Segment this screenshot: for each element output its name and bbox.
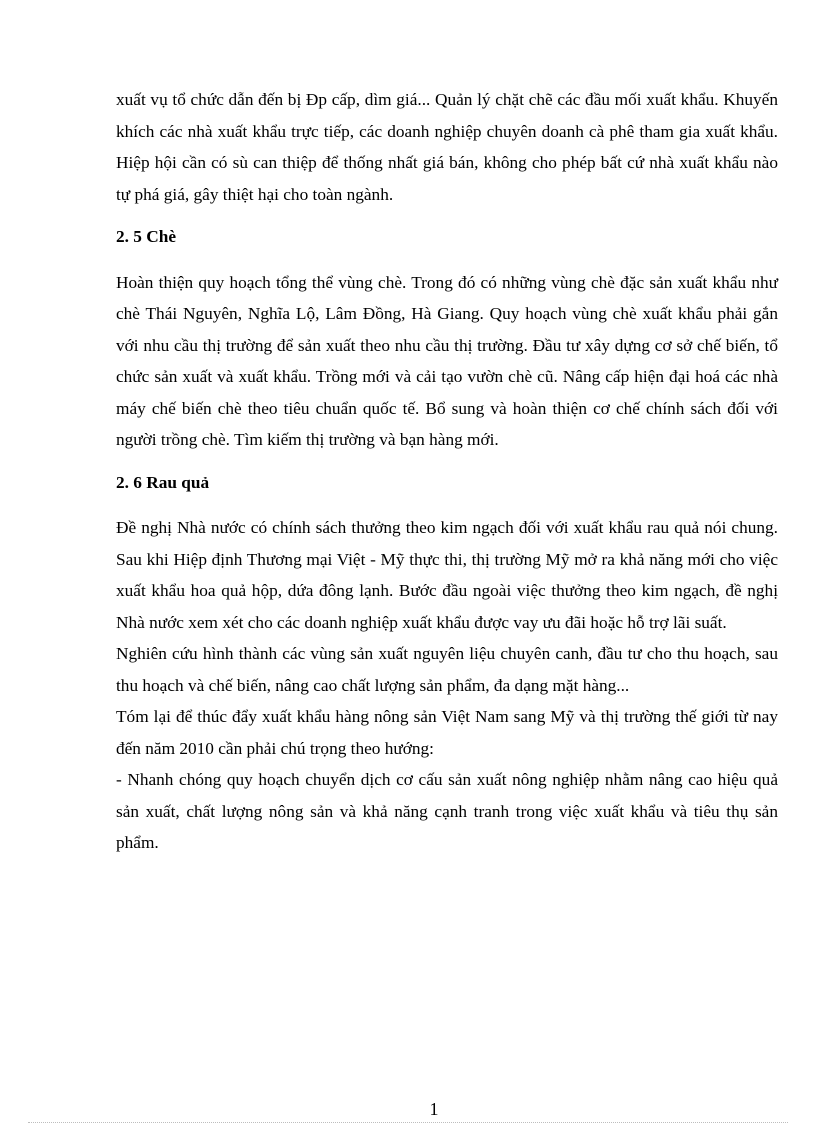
page-number: 1 — [429, 1099, 439, 1119]
paragraph-bullet-restructuring: - Nhanh chóng quy hoạch chuyển dịch cơ cấu sản xuất nông nghiệp nhằm nâng cao hiệu quả sản xuất, chất lượng nông sản và khả năng cạnh tranh trong việc xuất khẩu và tiêu thụ sản phẩm. — [116, 770, 778, 852]
paragraph-coffee-export: xuất vụ tổ chức dẫn đến bị Ðp cấp, dìm giá... Quản lý chặt chẽ các đầu mối xuất khẩu. Khuyến khích các nhà xuất khẩu trực tiếp, các doanh nghiệp chuyên doanh cà phê tham gia xuất khẩu. Hiệp hội cần có sù can thiệp để thống nhất giá bán, không cho phép bất cứ nhà xuất khẩu nào tự phá giá, gây thiệt hại cho toàn ngành. — [116, 90, 778, 204]
page-body — [116, 84, 778, 859]
section-heading-fruit-vegetables: 2. 6 Rau quả — [116, 472, 210, 492]
paragraph-raw-material-zones: Nghiên cứu hình thành các vùng sản xuất nguyên liệu chuyên canh, đầu tư cho thu hoạch, sau thu hoạch và chế biến, nâng cao chất lượng sản phẩm, đa dạng mặt hàng... — [116, 644, 778, 695]
paragraph-fruit-policy: Đề nghị Nhà nước có chính sách thưởng theo kim ngạch đối với xuất khẩu rau quả nói chung. Sau khi Hiệp định Thương mại Việt - Mỹ thực thi, thị trường Mỹ mở ra khả năng mới cho việc xuất khẩu hoa quả hộp, dứa đông lạnh. Bước đầu ngoài việc thưởng theo kim ngạch, đề nghị Nhà nước xem xét cho các doanh nghiệp xuất khẩu được vay ưu đãi hoặc hỗ trợ lãi suất. — [116, 518, 778, 632]
section-heading-tea: 2. 5 Chè — [116, 227, 177, 246]
paragraph-tea-planning: Hoàn thiện quy hoạch tổng thể vùng chè. Trong đó có những vùng chè đặc sản xuất khẩu như chè Thái Nguyên, Nghĩa Lộ, Lâm Đồng, Hà Giang. Quy hoạch vùng chè xuất khẩu phải gắn với nhu cầu thị trường để sản xuất theo nhu cầu thị trường. Đầu tư xây dựng cơ sở chế biến, tổ chức sản xuất và xuất khẩu. Trồng mới và cải tạo vườn chè cũ. Nâng cấp hiện đại hoá các nhà máy chế biến chè theo tiêu chuẩn quốc tế. Bổ sung và hoàn thiện cơ chế chính sách đối với người trồng chè. Tìm kiếm thị trường và bạn hàng mới. — [116, 272, 778, 449]
paragraph-summary: Tóm lại để thúc đẩy xuất khẩu hàng nông sản Việt Nam sang Mỹ và thị trường thế giới từ nay đến năm 2010 cần phải chú trọng theo hướng: — [116, 707, 778, 758]
